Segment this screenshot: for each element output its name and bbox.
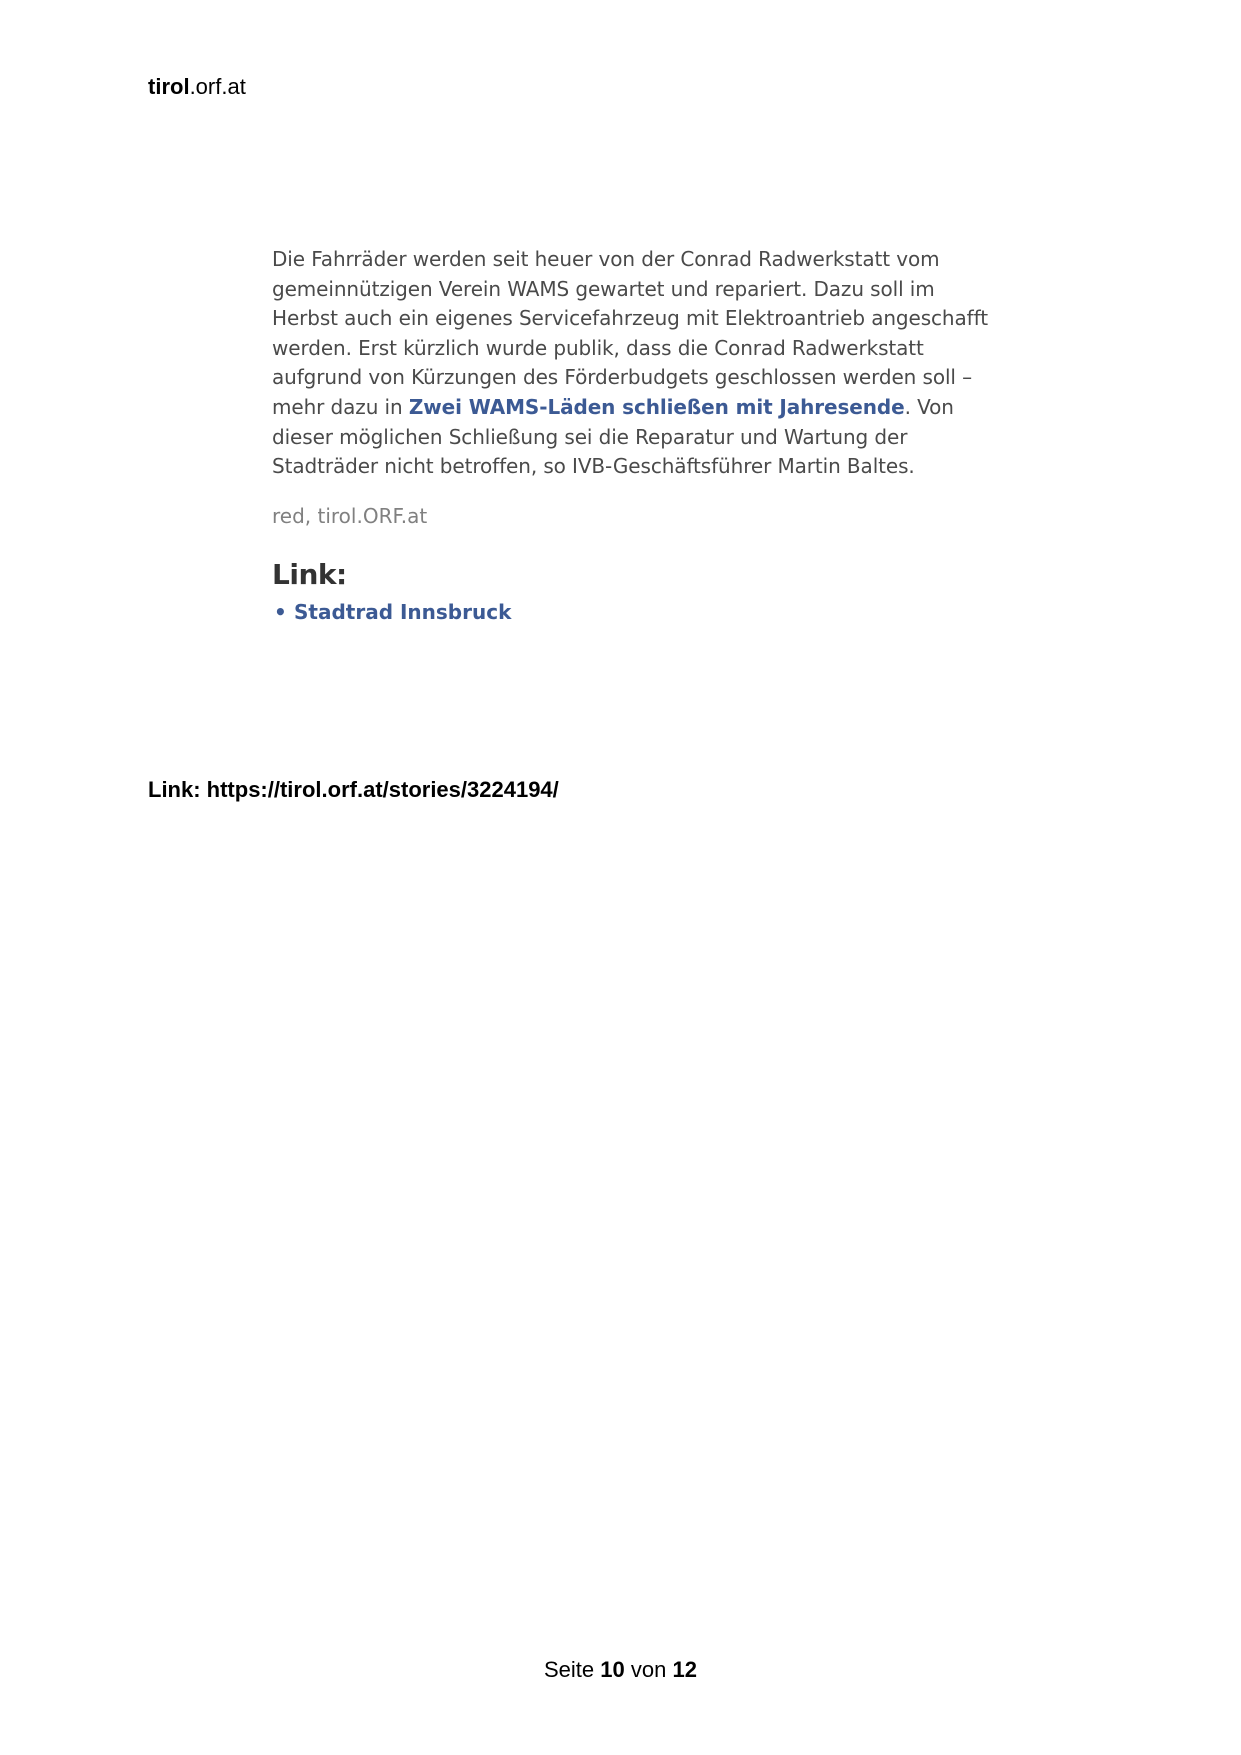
source-link: Link: https://tirol.orf.at/stories/3224194/ — [148, 777, 559, 802]
stadtrad-innsbruck-link[interactable]: Stadtrad Innsbruck — [294, 599, 512, 624]
article-excerpt — [272, 245, 1002, 626]
page-header — [148, 72, 246, 102]
bullet-icon: • — [274, 599, 287, 624]
site-name-rest: .orf.at — [189, 74, 246, 99]
wams-stores-link[interactable]: Zwei WAMS-Läden schließen mit Jahresende — [408, 394, 905, 419]
site-name-bold: tirol — [148, 74, 190, 99]
article-paragraph — [272, 245, 1002, 482]
page-middle: von — [630, 1657, 667, 1682]
current-page: 10 — [600, 1657, 625, 1682]
article-credit: red, tirol.ORF.at — [272, 503, 428, 528]
page-prefix: Seite — [544, 1657, 595, 1682]
links-heading: Link: — [272, 557, 347, 591]
page-number — [0, 1655, 1241, 1685]
paragraph-text-end: . Von dieser möglichen Schließung sei die Reparatur und Wartung der Stadträder nicht betroffen, so IVB-Geschäftsführer Martin Baltes. — [272, 394, 954, 479]
total-pages: 12 — [672, 1657, 697, 1682]
links-list — [272, 598, 1002, 626]
list-item — [272, 598, 1002, 626]
paragraph-text-start: Die Fahrräder werden seit heuer von der Conrad Radwerkstatt vom gemeinnützigen Verein WAMS gewartet und repariert. Dazu soll im Herbst auch ein eigenes Servicefahrzeug mit Elektroantrieb angeschafft werden. Erst kürzlich wurde publik, dass die Conrad Radwerkstatt aufgrund von Kürzungen des Förderbudgets geschlossen werden soll – mehr dazu in — [272, 247, 988, 419]
